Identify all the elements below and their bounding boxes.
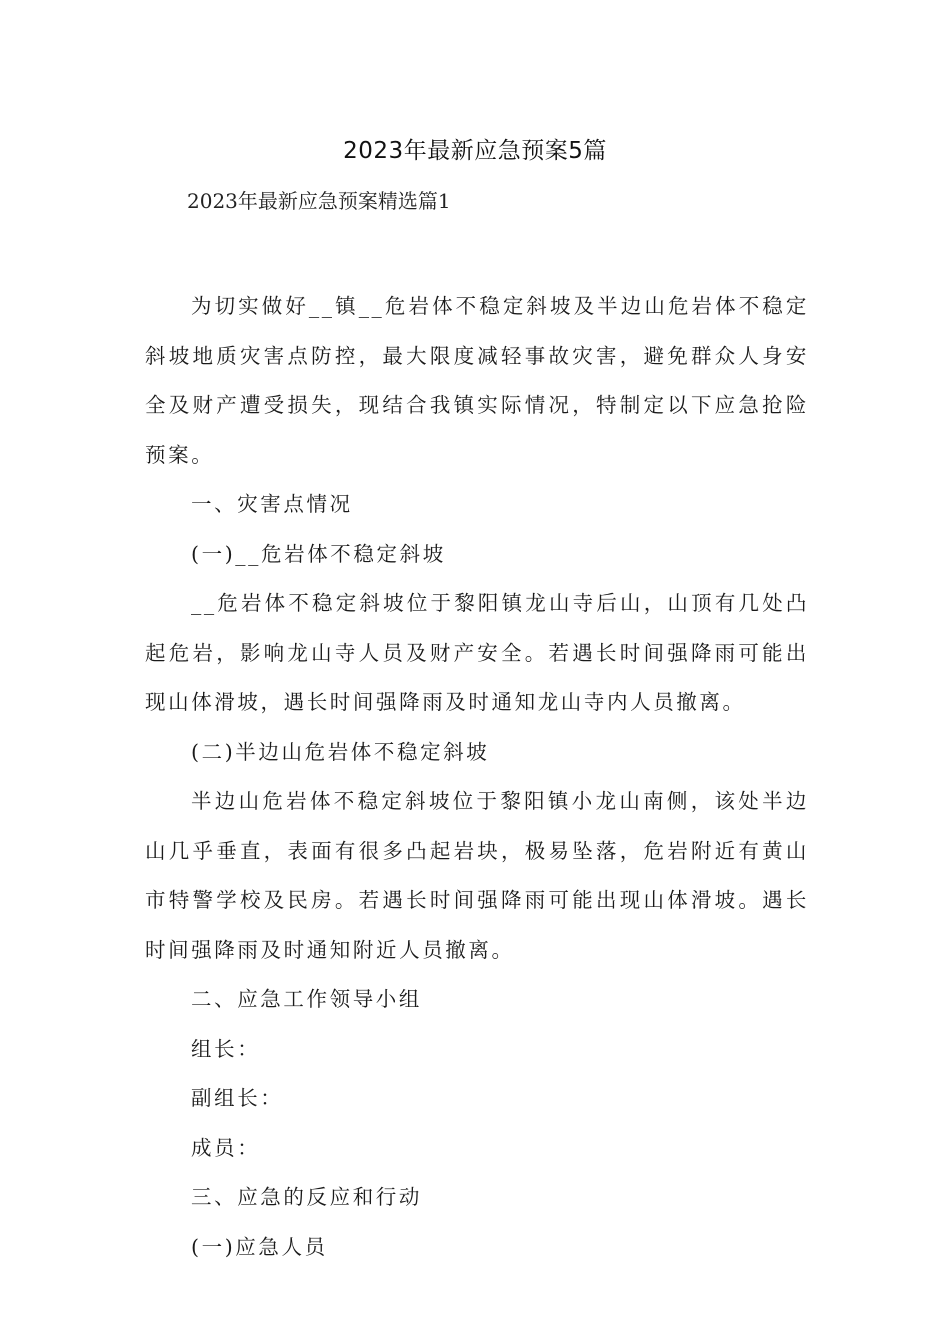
subsection-heading-1-2: (二)半边山危岩体不稳定斜坡	[191, 739, 490, 764]
section-heading-3: 三、应急的反应和行动	[191, 1185, 422, 1209]
section-heading-1: 一、灾害点情况	[191, 492, 353, 516]
group-leader-line: 组长：	[191, 1036, 261, 1061]
section-heading-2: 二、应急工作领导小组	[191, 987, 422, 1011]
members-line: 成员：	[191, 1135, 261, 1160]
paragraph-intro: 为切实做好__镇__危岩体不稳定斜坡及半边山危岩体不稳定斜坡地质灾害点防控，最大限度减轻事故灾害，避免群众人身安全及财产遭受损失，现结合我镇实际情况，特制定以下应急抢险预案。	[145, 294, 809, 467]
paragraph-hazard-2: 半边山危岩体不稳定斜坡位于黎阳镇小龙山南侧，该处半边山几乎垂直，表面有很多凸起岩块，极易坠落，危岩附近有黄山市特警学校及民房。若遇长时间强降雨可能出现山体滑坡。遇长时间强降雨及时通知附近人员撤离。	[145, 789, 809, 962]
document-body	[145, 282, 809, 1272]
document-title: 2023年最新应急预案5篇	[343, 138, 607, 164]
paragraph-hazard-1: __危岩体不稳定斜坡位于黎阳镇龙山寺后山，山顶有几处凸起危岩，影响龙山寺人员及财产安全。若遇长时间强降雨可能出现山体滑坡，遇长时间强降雨及时通知龙山寺内人员撤离。	[145, 591, 809, 714]
subsection-heading-1-1: (一)__危岩体不稳定斜坡	[191, 541, 446, 566]
subsection-heading-3-1: (一)应急人员	[191, 1234, 328, 1259]
deputy-leader-line: 副组长：	[191, 1086, 284, 1110]
document-subtitle: 2023年最新应急预案精选篇1	[187, 189, 451, 213]
